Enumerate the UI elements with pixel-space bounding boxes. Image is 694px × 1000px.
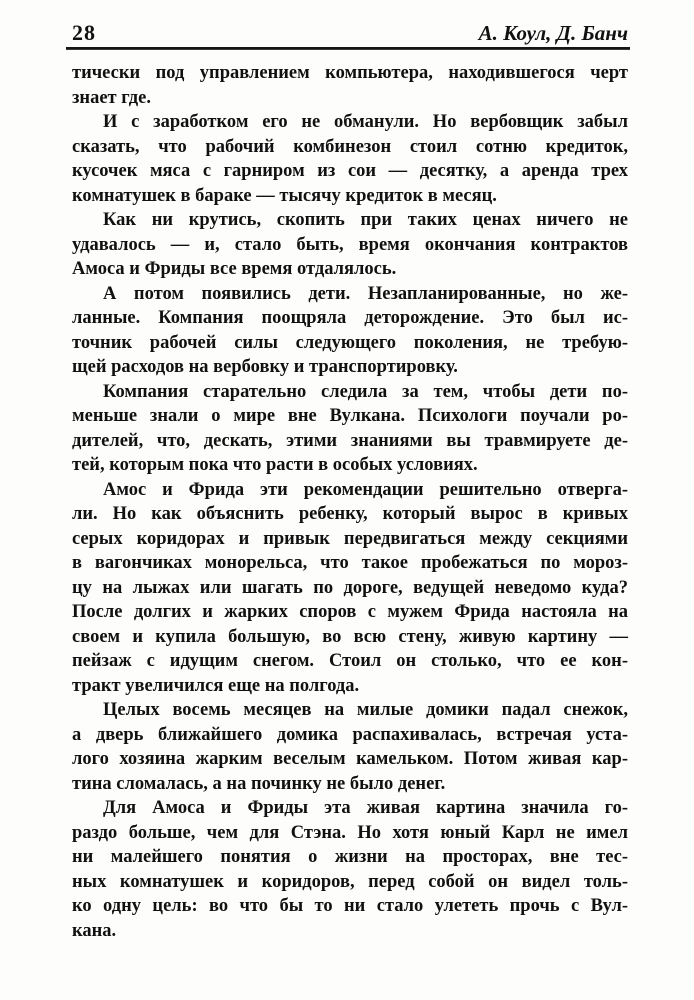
- text-line: кусочек мяса с гарниром из сои — десятку, а аренда трех: [72, 161, 628, 181]
- text-line: меньше знали о мире вне Вулкана. Психологи поучали ро-: [72, 406, 628, 426]
- text-line: ли. Но как объяснить ребенку, который вырос в кривых: [72, 504, 628, 524]
- text-line: ни малейшего понятия о жизни на просторах, вне тес-: [72, 847, 628, 867]
- text-line: Целых восемь месяцев на милые домики падал снежок,: [103, 700, 628, 720]
- text-line: лого хозяина жарким веселым камельком. Потом живая кар-: [72, 749, 628, 769]
- paragraph: [72, 380, 628, 478]
- text-line: тракт увеличился еще на полгода.: [72, 675, 360, 696]
- text-line: точник рабочей силы следующего поколения, не требую-: [72, 332, 628, 353]
- text-line: Компания старательно следила за тем, чтобы дети по-: [103, 381, 628, 402]
- header-rule: [66, 47, 630, 50]
- text-line: пейзаж с идущим снегом. Стоил он столько, что ее кон-: [72, 651, 628, 671]
- text-line: Как ни крутись, скопить при таких ценах ничего не: [103, 210, 628, 230]
- paragraph: [72, 478, 628, 699]
- text-line: серых коридорах и привык передвигаться между секциями: [72, 528, 628, 549]
- text-line: цу на лыжах или шагать по дороге, ведущей неведомо куда?: [72, 577, 628, 598]
- text-line: Амоса и Фриды все время отдалялось.: [72, 259, 397, 279]
- page-header: [72, 20, 628, 46]
- text-line: знает где.: [72, 87, 151, 108]
- text-line: сказать, что рабочий комбинезон стоил сотню кредиток,: [72, 136, 628, 157]
- text-line: удавалось — и, стало быть, время окончания контрактов: [72, 234, 628, 255]
- paragraph: [72, 282, 628, 380]
- paragraph: [72, 110, 628, 208]
- text-line: кана.: [72, 920, 117, 941]
- text-line: Для Амоса и Фриды эта живая картина значила го-: [103, 798, 628, 818]
- text-line: тически под управлением компьютера, находившегося черт: [72, 63, 628, 83]
- text-line: тина сломалась, а на починку не было денег.: [72, 773, 446, 794]
- paragraph: [72, 698, 628, 796]
- page-body: [72, 61, 628, 943]
- paragraph: [72, 208, 628, 282]
- text-line: дителей, что, дескать, этими знаниями вы травмируете де-: [72, 430, 628, 451]
- text-line: а дверь ближайшего домика распахивалась, встречая уста-: [72, 724, 628, 745]
- running-title: А. Коул, Д. Банч: [478, 21, 628, 45]
- text-line: комнатушек в бараке — тысячу кредиток в месяц.: [72, 185, 497, 206]
- text-line: ланные. Компания поощряла деторождение. Это был ис-: [72, 308, 628, 328]
- text-line: После долгих и жарких споров с мужем Фрида настояла на: [72, 602, 628, 622]
- paragraph: [72, 61, 628, 110]
- text-line: Амос и Фрида эти рекомендации решительно отверга-: [103, 479, 628, 500]
- paragraph: [72, 796, 628, 943]
- text-line: раздо больше, чем для Стэна. Но хотя юный Карл не имел: [72, 822, 628, 843]
- text-line: в вагончиках монорельса, что такое пробежаться по мороз-: [72, 553, 628, 573]
- text-line: щей расходов на вербовку и транспортировку.: [72, 357, 458, 377]
- text-line: И с заработком его не обманули. Но вербовщик забыл: [103, 112, 628, 132]
- text-line: ко одну цель: во что бы то ни стало улететь прочь с Вул-: [72, 896, 628, 916]
- text-line: А потом появились дети. Незапланированные, но же-: [103, 283, 628, 304]
- page-number: 28: [72, 20, 96, 45]
- text-line: тей, которым пока что расти в особых условиях.: [72, 455, 478, 475]
- text-line: своем и купила большую, во всю стену, живую картину —: [72, 626, 628, 647]
- text-line: ных комнатушек и коридоров, перед собой он видел толь-: [72, 871, 628, 892]
